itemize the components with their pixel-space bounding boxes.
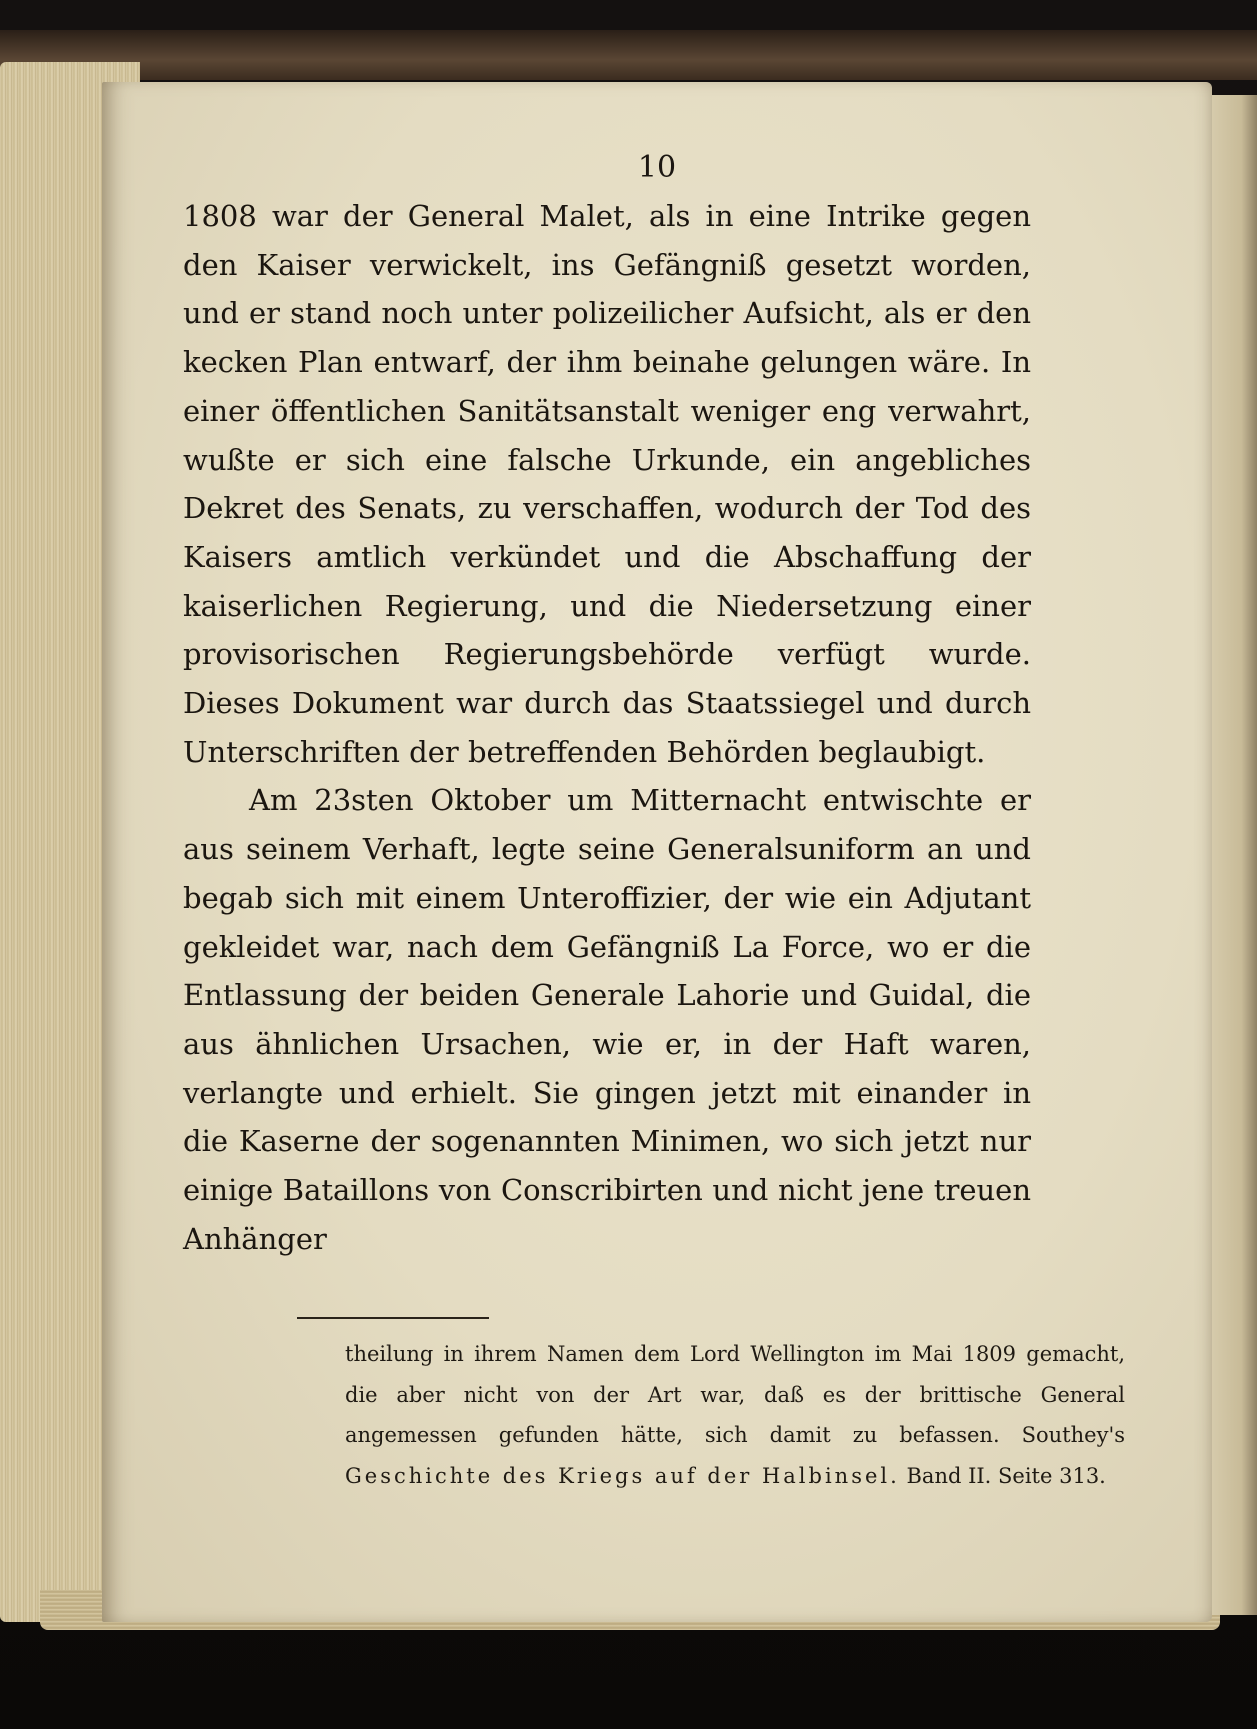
footnote [345,1334,1125,1496]
book-cover-edge [0,30,1257,80]
footnote-text-start: theilung in ihrem Namen dem Lord Wellington im Mai 1809 gemacht, die aber nicht von der Art war, daß es der brittische General angemessen gefunden hätte, sich damit zu befassen. Southey's [345,1342,1125,1447]
footnote-text-end: Band II. Seite 313. [899,1463,1106,1488]
paragraph-1: 1808 war der General Malet, als in eine Intrike gegen den Kaiser verwickelt, ins Gefängniß gesetzt worden, und er stand noch unter polizeilicher Aufsicht, als er den kecken Plan entwarf, der ihm beinahe gelungen wäre. In einer öffentlichen Sanitätsanstalt weniger eng verwahrt, wußte er sich eine falsche Urkunde, ein angebliches Dekret des Senats, zu verschaffen, wodurch der Tod des Kaisers amtlich verkündet und die Abschaffung der kaiserlichen Regierung, und die Niedersetzung einer provisorischen Regierungsbehörde verfügt wurde. Dieses Dokument war durch das Staatssiegel und durch Unterschriften der betreffenden Behörden beglaubigt. [183,199,1031,769]
facing-page-edge [1205,95,1257,1615]
page-number-label: 10 [637,150,677,185]
page-number [102,150,1212,185]
main-text [183,192,1031,1263]
paragraph-2: Am 23sten Oktober um Mitternacht entwischte er aus seinem Verhaft, legte seine Generalsuniform an und begab sich mit einem Unteroffizier, der wie ein Adjutant gekleidet war, nach dem Gefängniß La Force, wo er die Entlassung der beiden Generale Lahorie und Guidal, die aus ähnlichen Ursachen, wie er, in der Haft waren, verlangte und erhielt. Sie gingen jetzt mit einander in die Kaserne der sogenannten Minimen, wo sich jetzt nur einige Bataillons von Conscribirten und nicht jene treuen Anhänger [183,783,1031,1256]
footnote-separator [297,1317,489,1319]
footnote-book-title: Geschichte des Kriegs auf der Halbinsel. [345,1463,900,1488]
